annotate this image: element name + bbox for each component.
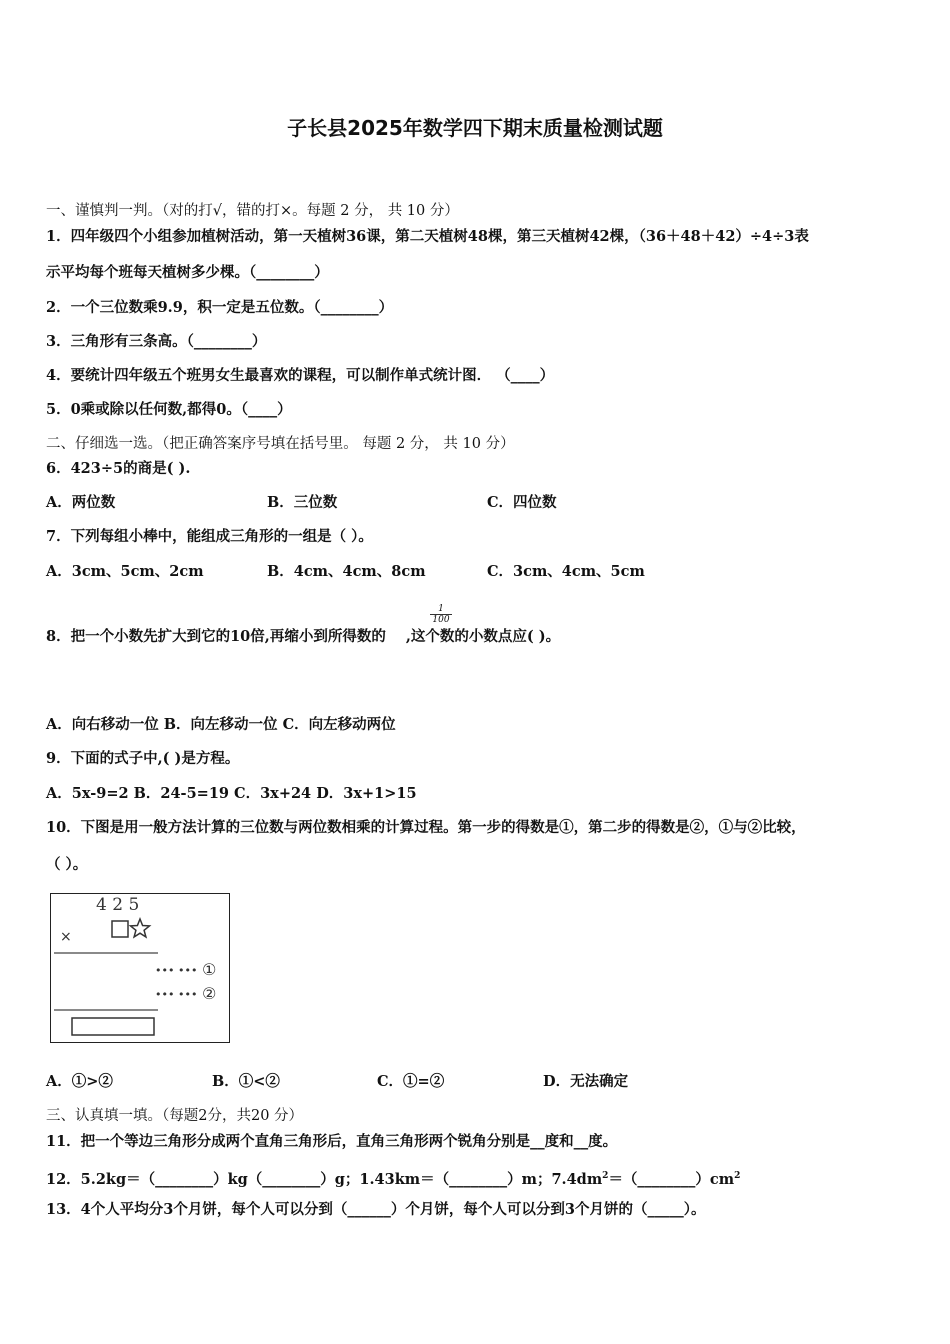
q6-option-c: C．四位数 [487, 494, 557, 511]
star-placeholder-icon [131, 919, 150, 937]
question-10-line1: 10．下图是用一般方法计算的三位数与两位数相乘的计算过程。第一步的得数是①，第二步的得数是②，①与②比较， [46, 819, 806, 836]
question-1-line2: 示平均每个班每天植树多少棵。（________） [46, 264, 329, 281]
q10-option-a: A．①>② [46, 1073, 113, 1090]
q10-option-c: C．①=② [377, 1073, 445, 1090]
q8-fraction-denominator: 100 [432, 615, 450, 625]
q8-fraction-numerator: 1 [430, 604, 452, 615]
question-5: 5．0乘或除以任何数,都得0。（____） [46, 401, 292, 418]
question-12 [46, 1166, 740, 1190]
q8-text-after: ,这个数的小数点应( )。 [405, 628, 561, 645]
section1-heading: 一、谨慎判一判。（对的打√，错的打×。每题 2 分， 共 10 分） [46, 203, 459, 219]
q7-option-c: C．3cm、4cm、5cm [487, 563, 645, 580]
q8-options: A．向右移动一位 B．向左移动一位 C．向左移动两位 [46, 716, 396, 733]
question-13: 13．4个人平均分3个月饼，每个人可以分到（______）个月饼，每个人可以分到3个月饼的（_____）。 [46, 1201, 706, 1218]
page-title: 子长县2025年数学四下期末质量检测试题 [287, 116, 663, 140]
figure-dots-1: ••• ••• [155, 964, 198, 977]
section3-heading: 三、认真填一填。（每题2分，共20 分） [46, 1108, 304, 1124]
q12-mid: ＝（________）cm [608, 1170, 735, 1188]
section2-heading: 二、仔细选一选。（把正确答案序号填在括号里。 每题 2 分， 共 10 分） [46, 436, 515, 452]
q10-option-d: D．无法确定 [543, 1073, 629, 1090]
square-placeholder-icon [112, 921, 128, 937]
figure-dots-2: ••• ••• [155, 988, 198, 1001]
q8-fraction [430, 604, 452, 625]
figure-mark-2: ② [202, 984, 217, 1003]
q7-option-a: A．3cm、5cm、2cm [46, 563, 204, 580]
question-6: 6．423÷5的商是( ). [46, 460, 191, 477]
q6-option-b: B．三位数 [267, 494, 338, 511]
q12-superscript: 2 [602, 1171, 609, 1181]
q8-text-before: 8．把一个小数先扩大到它的10倍,再缩小到所得数的 [46, 628, 386, 645]
question-4: 4．要统计四年级五个班男女生最喜欢的课程，可以制作单式统计图． （____） [46, 367, 555, 384]
q9-options: A．5x-9=2 B．24-5=19 C．3x+24 D．3x+1>15 [46, 785, 417, 802]
question-11: 11．把一个等边三角形分成两个直角三角形后，直角三角形两个锐角分别是__度和__度。 [46, 1133, 618, 1150]
question-9: 9．下面的式子中,( )是方程。 [46, 750, 240, 767]
result-box [72, 1018, 154, 1035]
question-8 [46, 627, 560, 647]
question-2: 2．一个三位数乘9.9，积一定是五位数。（________） [46, 299, 394, 316]
q12-main: 12．5.2kg＝（________）kg（________）g；1.43km＝（________）m；7.4dm [46, 1170, 603, 1188]
figure-times-sign: × [60, 929, 72, 945]
question-3: 3．三角形有三条高。（________） [46, 333, 267, 350]
q6-option-a: A．两位数 [46, 494, 116, 511]
figure-mark-1: ① [202, 960, 217, 979]
question-10-line2: （ ）。 [46, 856, 88, 873]
q12-superscript-2: 2 [734, 1171, 741, 1181]
question-7: 7．下列每组小棒中，能组成三角形的一组是（ ）。 [46, 528, 373, 545]
q7-option-b: B．4cm、4cm、8cm [267, 563, 426, 580]
figure-top-number: 4 2 5 [96, 895, 140, 915]
question-1-line1: 1．四年级四个小组参加植树活动，第一天植树36课，第二天植树48棵，第三天植树42棵，（36＋48＋42）÷4÷3表 [46, 228, 809, 245]
multiplication-figure [50, 893, 230, 1043]
q10-option-b: B．①<② [212, 1073, 280, 1090]
